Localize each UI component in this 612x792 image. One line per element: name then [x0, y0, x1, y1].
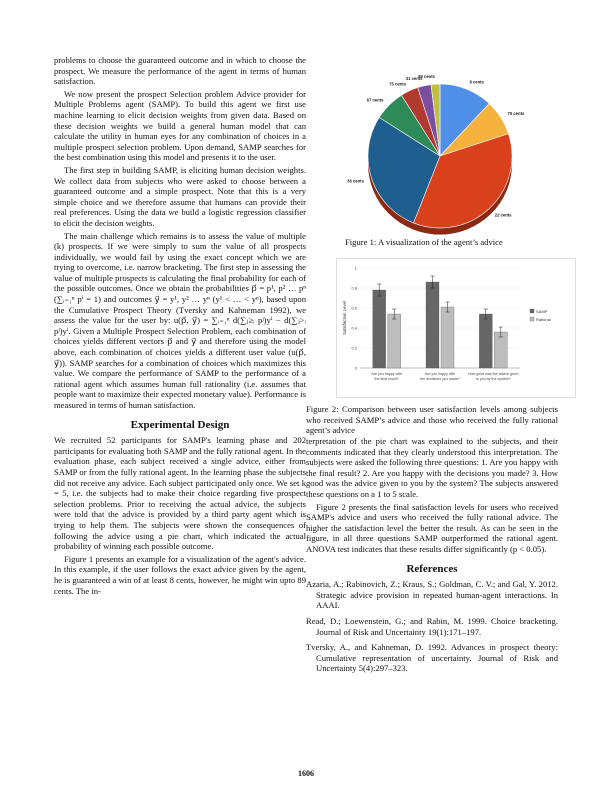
bar	[441, 307, 454, 368]
y-tick-label: 0	[354, 365, 357, 371]
left-column	[54, 55, 306, 598]
bar	[426, 282, 439, 368]
paragraph: Figure 1 presents an example for a visualization of the agent's advice. In this example, if the user follows the exact advice given by the agent, he is guaranteed a win of at least 8 cents, however, he might win upto 89 cents. The in-	[54, 553, 306, 596]
bar-chart	[336, 258, 576, 398]
pie-slice-label: 89 cents	[418, 74, 435, 80]
x-tick-label: the decisions you made?	[420, 377, 460, 381]
paragraph: problems to choose the guaranteed outcome and in which to choose the prospect. We measure the performance of the agent in terms of human satisfaction.	[54, 55, 306, 87]
paragraph: The main challenge which remains is to assess the value of multiple (k) prospects. If we were simply to sum the value of all prospects individually, we would fail by using the exact concept which we are trying to overcome, i.e. narrow bracketing. The first step in assessing the value of multiple prospects is calculating the final probability for each of the possible outcomes. Once we obtain the probabilities p⃗ = p¹, p² … pⁿ (∑ᵢ₌₁ⁿ pⁱ = 1) and outcomes y⃗ = y¹, y² … yⁿ (y¹ < … < yⁿ), based upon the Cumulative Prospect Theory (Tversky and Kahneman 1992), we assess the value for the user by: u(p⃗, y⃗) = ∑ᵢ₌₁ⁿ d(∑ⱼ≥ᵢ pʲ)yⁱ − d(∑ⱼ>ᵢ pʲ)yⁱ. Given a Multiple Prospect Selection Problem, each combination of choices yields different vectors p⃗ and y⃗ and therefore using the model above, each combination of choices yields a different user value (u(p⃗, y⃗)). SAMP searches for a combination of choices which maximizes this value. We compare the performance of SAMP to the performance of a rational agent which assumes human full rationality (i.e. assumes that people want to maximize their expected monetary value). Performance is measured in terms of human satisfaction.	[54, 230, 306, 410]
legend-label: Rational	[536, 316, 551, 322]
reference: Azaria, A.; Rabinovich, Z.; Kraus, S.; Goldman, C. V.; and Gal, Y. 2012. Strategic advice provision in repeated human-agent interactions. In AAAI.	[306, 579, 558, 611]
bar	[494, 332, 507, 368]
y-tick-label: 0.6	[351, 305, 357, 311]
bar	[373, 290, 386, 368]
pie-slice-label: 22 cents	[494, 212, 512, 218]
figure-1-caption: Figure 1: A visualization of the agent’s advice	[345, 237, 503, 247]
x-tick-label: How good was the advice given	[468, 372, 519, 376]
paragraph: The first step in building SAMP, is eliciting human decision weights. We collect data from subjects who were asked to choose between a guaranteed outcome and a simple prospect. Note that this is a very simple choice and we therefore assume that humans can provide their real preferences. Using the data we build a logistic regression classifier to elicit the decision weights.	[54, 164, 306, 228]
x-tick-label: Are you happy with	[424, 372, 456, 376]
pie-slice-label: 31 cents	[405, 75, 423, 81]
section-heading: Experimental Design	[130, 418, 230, 431]
figure-2-caption: Figure 2: Comparison between user satisfaction levels among subjects who received SAMP’s advice and those who received the fully rational agent’s advice	[306, 404, 558, 436]
paragraph: We recruited 52 participants for SAMP's learning phase and 202 participants for evaluating both SAMP and the fully rational agent. In the evaluation phase, each subject received a single advice, either from SAMP or from the fully rational agent. In the learning phase the subjects did not receive any advice. Each subject participated only once. We set k = 5, i.e. the subjects had to make their choice regarding five prospect selection problems. Prior to receiving the actual advice, the subjects were told that the advice is provided by a third party agent which is trying to help them. The subjects were shown the consequences of following the advice using a pie chart, which indicated the actual probability of winning each possible outcome.	[54, 435, 306, 552]
legend-swatch	[530, 309, 534, 313]
y-tick-label: 0.2	[351, 345, 357, 351]
paragraph: We now present the prospect Selection problem Advice provider for Multiple Problems agent (SAMP). To build this agent we first use machine learning to elicit decision weights from given data. Based on these decision weights we build a general human model that can calculate the utility in human eyes for any combination of choices in a multiple prospect selection problem. Upon demand, SAMP searches for the best combination using this model and presents it to the user.	[54, 88, 306, 163]
reference: Read, D.; Loewenstein, G.; and Rabin, M. 1999. Choice bracketing. Journal of Risk and Uncertainty 19(1):171–197.	[306, 615, 558, 637]
x-tick-label: to you by the system?	[475, 377, 511, 381]
x-tick-label: the final result?	[374, 377, 399, 381]
right-column	[306, 436, 558, 679]
bar	[479, 314, 492, 368]
paragraph: terpretation of the pie chart was explained to the subjects, and their comments indicated that they clearly understood this interpretation. The subjects were asked the following three questions: 1. Are you happy with the final result? 2. Are you happy with the decisions you made? 3. How good was the advice given to you by the system? The subjects answered these questions on a 1 to 5 scale.	[306, 436, 558, 499]
pie-slice-label: 75 cents	[507, 111, 525, 117]
y-tick-label: 0.8	[351, 285, 357, 291]
paragraph: Figure 2 presents the final satisfaction levels for users who received SAMP's advice and users who received the fully rational advice. The higher the satisfaction level the better the result. As can be seen in the figure, in all three questions SAMP outperformed the rational agent. ANOVA test indicates that these results differ significantly (p < 0.05).	[306, 501, 558, 554]
pie-slice-label: 67 cents	[366, 97, 384, 103]
reference: Tversky, A., and Kahneman, D. 1992. Advances in prospect theory: Cumulative representation of uncertainty. Journal of Risk and Uncertainty 5(4):297–323.	[306, 642, 558, 674]
legend-swatch	[530, 317, 534, 321]
pie-slice-label: 75 cents	[389, 81, 406, 87]
pie-slice-label: 8 cents	[469, 79, 484, 85]
legend-label: SAMP	[536, 308, 548, 314]
pie-slice-label: 36 cents	[347, 178, 364, 184]
bar	[388, 314, 401, 368]
y-axis-label: Satisfaction Level	[342, 301, 347, 335]
y-tick-label: 0.4	[351, 325, 357, 331]
x-tick-label: Are you happy with	[371, 372, 402, 376]
section-heading: References	[406, 562, 458, 575]
y-tick-label: 1	[354, 265, 357, 271]
pie-chart	[340, 56, 540, 246]
page-number: 1606	[298, 769, 314, 778]
